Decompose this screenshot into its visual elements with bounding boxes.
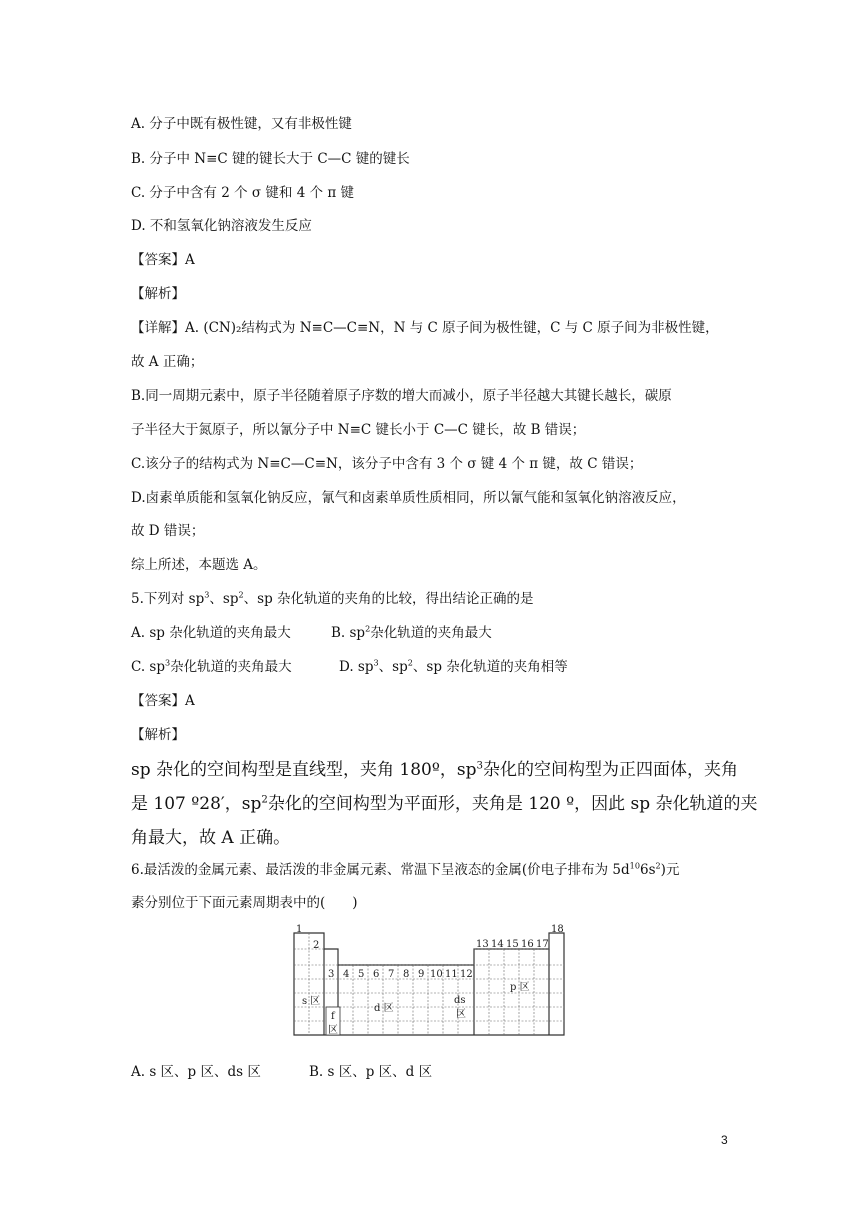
ds-block-label-top: ds	[454, 995, 466, 1006]
f-block-label-bottom: 区	[328, 1025, 338, 1036]
q4-d-line-2: 故 D 错误；	[131, 523, 205, 539]
q4-option-c: C. 分子中含有 2 个 σ 键和 4 个 π 键	[131, 185, 355, 201]
q5-stem-part-3: 、sp 杂化轨道的夹角的比较，得出结论正确的是	[243, 591, 534, 607]
q5-option-b	[331, 621, 492, 641]
q5-option-d-part-1: D. sp	[339, 659, 374, 675]
superscript: 2	[261, 794, 268, 806]
group-label: 1	[296, 924, 303, 935]
group-label: 17	[536, 939, 549, 950]
q5-option-a: A. sp 杂化轨道的夹角最大	[131, 625, 291, 641]
q5-option-d-part-3: 、sp 杂化轨道的夹角相等	[412, 659, 568, 675]
q5-option-b-part-1: B. sp	[331, 625, 366, 641]
superscript: 3	[165, 657, 171, 668]
group-label: 6	[373, 969, 380, 980]
periodic-table-figure	[293, 923, 575, 1043]
q5-option-d-part-2: 、sp	[378, 659, 408, 675]
group-label: 14	[491, 939, 504, 950]
group-label: 12	[460, 969, 473, 980]
group-label: 9	[418, 969, 425, 980]
q6-stem-part-1: 6.最活泼的金属元素、最活泼的非金属元素、常温下呈液态的金属(价电子排布为 5d	[131, 862, 630, 878]
group-label: 15	[506, 939, 519, 950]
q5-stem	[131, 587, 534, 607]
superscript: 2	[238, 589, 244, 600]
q5-answer: 【答案】A	[131, 693, 195, 709]
f-block-label-top: f	[331, 1011, 335, 1022]
q6-stem-line-2: 素分别位于下面元素周期表中的( )	[131, 895, 358, 911]
q5-explanation-line-3: 角最大，故 A 正确。	[131, 828, 291, 848]
group-label: 11	[445, 969, 458, 980]
q6-stem-part-2: 6s	[639, 862, 656, 878]
group-label: 10	[430, 969, 443, 980]
superscript: 3	[204, 589, 210, 600]
q4-d-line-1: D.卤素单质能和氢氧化钠反应，氰气和卤素单质性质相同，所以氰气能和氢氧化钠溶液反应，	[131, 490, 686, 506]
group-label: 7	[388, 969, 395, 980]
q4-detail-line-2: 故 A 正确；	[131, 354, 204, 370]
q5-explanation-line-1	[131, 755, 738, 780]
s-block-label: s 区	[302, 996, 321, 1007]
superscript: 2	[365, 623, 371, 634]
group-label: 8	[403, 969, 410, 980]
q4-summary: 综上所述，本题选 A。	[131, 557, 267, 573]
q5-option-c	[131, 655, 292, 675]
superscript: 10	[629, 860, 640, 871]
q5-option-c-part-2: 杂化轨道的夹角最大	[170, 659, 292, 675]
q4-b-line-2: 子半径大于氮原子，所以氰分子中 N≡C 键长小于 C—C 键长，故 B 错误；	[131, 422, 586, 438]
q5-option-d	[339, 655, 568, 675]
q4-c-line: C.该分子的结构式为 N≡C—C≡N，该分子中含有 3 个 σ 键 4 个 π 键，故 C 错误；	[131, 456, 643, 472]
q5-explanation-part-4: 杂化的空间构型为平面形，夹角是 120 º，因此 sp 杂化轨道的夹	[267, 794, 758, 814]
page-number: 3	[721, 1133, 728, 1147]
q5-option-c-part-1: C. sp	[131, 659, 166, 675]
group-label: 3	[328, 969, 335, 980]
q4-option-b: B. 分子中 N≡C 键的键长大于 C—C 键的键长	[131, 151, 410, 167]
q6-stem-line-1	[131, 858, 679, 878]
q4-option-a: A. 分子中既有极性键，又有非极性键	[131, 116, 352, 132]
q5-stem-part-2: 、sp	[209, 591, 239, 607]
p-block-label: p 区	[510, 982, 530, 993]
q4-detail-line-1: 【详解】A. (CN)₂结构式为 N≡C—C≡N，N 与 C 原子间为极性键，C 与 C 原子间为非极性键，	[131, 320, 719, 336]
superscript: 2	[655, 860, 661, 871]
group-label: 2	[313, 940, 320, 951]
q6-option-b: B. s 区、p 区、d 区	[309, 1064, 433, 1080]
q5-explanation-part-2: 杂化的空间构型为正四面体，夹角	[482, 760, 738, 780]
q5-explanation-line-2	[131, 789, 758, 814]
group-label: 18	[551, 924, 564, 935]
q5-analysis-heading: 【解析】	[131, 727, 185, 743]
periodic-table-svg	[293, 923, 575, 1039]
ds-block-label-bottom: 区	[456, 1009, 466, 1020]
q4-option-d: D. 不和氢氧化钠溶液发生反应	[131, 218, 312, 234]
group-label: 5	[358, 969, 365, 980]
q5-option-b-part-2: 杂化轨道的夹角最大	[370, 625, 492, 641]
q4-analysis-heading: 【解析】	[131, 286, 185, 302]
q5-explanation-part-3: 是 107 º28′，sp	[131, 794, 262, 814]
q4-answer: 【答案】A	[131, 252, 195, 268]
q5-explanation-part-1: sp 杂化的空间构型是直线型，夹角 180º，sp	[131, 760, 477, 780]
group-label: 4	[343, 969, 350, 980]
q4-b-line-1: B.同一周期元素中，原子半径随着原子序数的增大而减小，原子半径越大其键长越长，碳原	[131, 388, 672, 404]
q6-option-a: A. s 区、p 区、ds 区	[131, 1064, 261, 1080]
group-label: 16	[521, 939, 534, 950]
q5-stem-part-1: 5.下列对 sp	[131, 591, 205, 607]
d-block-label: d 区	[374, 1003, 394, 1014]
q6-stem-part-3: )元	[660, 862, 680, 878]
group-label: 13	[476, 939, 489, 950]
superscript: 2	[407, 657, 413, 668]
superscript: 3	[373, 657, 379, 668]
superscript: 3	[476, 760, 483, 772]
